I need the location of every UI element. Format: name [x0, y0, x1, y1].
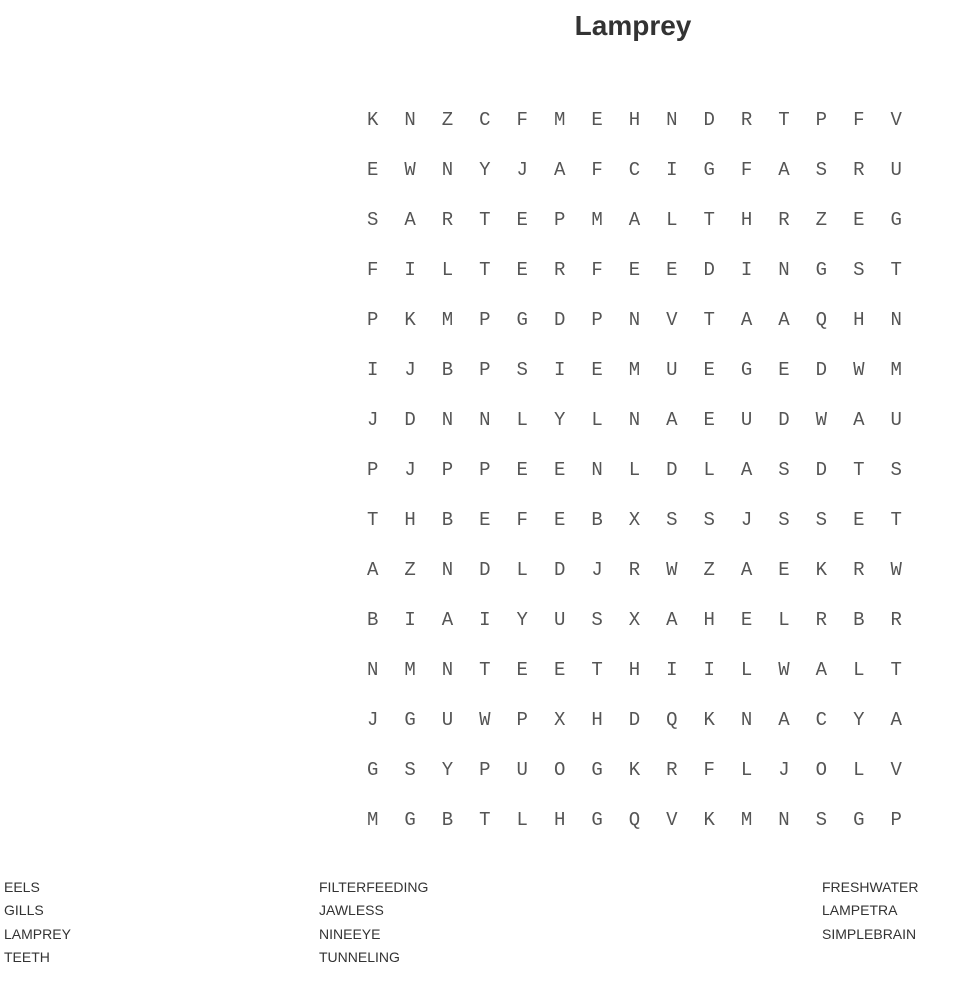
grid-cell: S — [815, 159, 828, 181]
grid-cell: G — [366, 759, 379, 781]
grid-cell: D — [815, 459, 828, 481]
grid-cell: E — [366, 159, 379, 181]
grid-cell: A — [404, 209, 416, 231]
grid-cell: S — [591, 609, 603, 631]
grid-cell: G — [516, 309, 528, 331]
grid-cell: D — [553, 559, 566, 581]
grid-cell: W — [853, 359, 865, 381]
grid-cell: E — [778, 559, 790, 581]
grid-cell: P — [366, 309, 379, 331]
grid-cell: F — [740, 159, 753, 181]
grid-cell: N — [628, 409, 641, 431]
grid-cell: A — [441, 609, 454, 631]
grid-cell: F — [366, 259, 379, 281]
grid-cell: F — [516, 509, 528, 531]
grid-cell: Z — [404, 559, 416, 581]
grid-cell: W — [815, 409, 828, 431]
grid-cell: L — [591, 409, 603, 431]
grid-cell: I — [404, 259, 416, 281]
grid-cell: V — [890, 759, 902, 781]
grid-cell: R — [853, 159, 865, 181]
grid-cell: M — [553, 109, 566, 131]
grid-cell: P — [479, 359, 491, 381]
grid-cell: D — [703, 259, 715, 281]
grid-cell: V — [666, 309, 678, 331]
grid-cell: P — [516, 709, 528, 731]
grid-cell: A — [778, 159, 790, 181]
grid-cell: D — [404, 409, 416, 431]
grid-cell: A — [628, 209, 641, 231]
grid-cell: A — [740, 559, 753, 581]
grid-cell: T — [703, 309, 715, 331]
grid-cell: B — [853, 609, 865, 631]
grid-cell: L — [740, 759, 753, 781]
grid-cell: N — [366, 659, 379, 681]
grid-cell: J — [404, 359, 416, 381]
grid-cell: E — [516, 459, 528, 481]
grid-cell: G — [703, 159, 715, 181]
grid-cell: N — [778, 259, 790, 281]
grid-cell: E — [853, 509, 865, 531]
grid-cell: D — [628, 709, 641, 731]
grid-cell: B — [441, 809, 454, 831]
word-column-1 — [4, 877, 71, 970]
grid-cell: X — [628, 509, 641, 531]
grid-cell: I — [740, 259, 753, 281]
grid-cell: I — [553, 359, 566, 381]
word-item: FILTERFEEDING — [319, 879, 429, 895]
grid-cell: B — [366, 609, 379, 631]
grid-cell: M — [404, 659, 416, 681]
grid-cell: J — [366, 709, 379, 731]
grid-cell: K — [628, 759, 641, 781]
grid-cell: X — [628, 609, 641, 631]
grid-cell: H — [591, 709, 603, 731]
grid-cell: A — [740, 309, 753, 331]
grid-cell: S — [703, 509, 715, 531]
grid-cell: L — [441, 259, 454, 281]
grid-cell: F — [591, 159, 603, 181]
grid-cell: T — [890, 259, 902, 281]
grid-cell: A — [366, 559, 379, 581]
grid-cell: T — [479, 209, 491, 231]
grid-cell: O — [815, 759, 828, 781]
grid-cell: H — [404, 509, 416, 531]
word-item: TEETH — [4, 948, 50, 965]
grid-cell: A — [778, 309, 790, 331]
grid-cell: U — [890, 409, 902, 431]
grid-cell: P — [479, 459, 491, 481]
grid-cell: S — [853, 259, 865, 281]
grid-cell: G — [404, 709, 416, 731]
grid-cell: M — [628, 359, 641, 381]
grid-cell: S — [366, 209, 379, 231]
grid-cell: P — [553, 209, 566, 231]
grid-cell: I — [703, 659, 715, 681]
grid-cell: T — [591, 659, 603, 681]
word-column-2 — [319, 877, 428, 970]
grid-cell: F — [853, 109, 865, 131]
grid-cell: R — [666, 759, 678, 781]
grid-cell: P — [479, 309, 491, 331]
grid-cell: R — [628, 559, 641, 581]
grid-cell: F — [516, 109, 528, 131]
grid-cell: G — [890, 209, 902, 231]
grid-cell: G — [853, 809, 865, 831]
grid-cell: Y — [516, 609, 528, 631]
grid-cell: K — [703, 809, 715, 831]
grid-cell: R — [441, 209, 454, 231]
grid-cell: L — [778, 609, 790, 631]
grid-cell: P — [441, 459, 454, 481]
grid-cell: B — [441, 359, 454, 381]
grid-cell: R — [890, 609, 902, 631]
grid-cell: E — [516, 659, 528, 681]
grid-cell: Q — [815, 309, 828, 331]
grid-cell: H — [628, 659, 641, 681]
grid-cell: E — [853, 209, 865, 231]
grid-cell: N — [890, 309, 902, 331]
grid-cell: X — [553, 709, 566, 731]
grid-cell: K — [703, 709, 715, 731]
grid-cell: W — [778, 659, 790, 681]
grid-cell: D — [553, 309, 566, 331]
word-item: NINEEYE — [319, 925, 381, 942]
grid-cell: U — [516, 759, 528, 781]
grid-cell: L — [516, 409, 528, 431]
grid-cell: Z — [815, 209, 828, 231]
grid-cell: K — [815, 559, 828, 581]
grid-cell: N — [666, 109, 678, 131]
grid-cell: S — [815, 809, 828, 831]
grid-cell: S — [666, 509, 678, 531]
grid-cell: N — [740, 709, 753, 731]
word-item: FRESHWATER — [822, 879, 919, 895]
grid-cell: T — [479, 659, 491, 681]
grid-cell: I — [666, 659, 678, 681]
word-item: GILLS — [4, 902, 44, 919]
grid-cell: D — [778, 409, 790, 431]
grid-cell: G — [404, 809, 416, 831]
grid-cell: A — [815, 659, 828, 681]
grid-cell: W — [890, 559, 902, 581]
grid-cell: Y — [553, 409, 566, 431]
grid-cell: N — [591, 459, 603, 481]
grid-cell: J — [366, 409, 379, 431]
grid-cell: Q — [666, 709, 678, 731]
grid-cell: S — [778, 459, 790, 481]
grid-cell: U — [890, 159, 902, 181]
grid-cell: N — [628, 309, 641, 331]
grid-cell: E — [591, 109, 603, 131]
grid-cell: G — [740, 359, 753, 381]
grid-cell: J — [516, 159, 528, 181]
grid-cell: L — [666, 209, 678, 231]
grid-cell: T — [890, 509, 902, 531]
grid-cell: A — [740, 459, 753, 481]
grid-cell: E — [553, 659, 566, 681]
grid-cell: O — [553, 759, 566, 781]
word-item: EELS — [4, 879, 40, 895]
grid-cell: E — [778, 359, 790, 381]
grid-cell: H — [853, 309, 865, 331]
grid-cell: L — [703, 459, 715, 481]
grid-cell: W — [479, 709, 491, 731]
grid-cell: A — [666, 609, 678, 631]
grid-cell: R — [853, 559, 865, 581]
grid-cell: E — [516, 259, 528, 281]
grid-cell: A — [853, 409, 865, 431]
grid-cell: E — [591, 359, 603, 381]
grid-cell: W — [404, 159, 416, 181]
grid-cell: D — [815, 359, 828, 381]
grid-cell: P — [591, 309, 603, 331]
grid-cell: U — [740, 409, 753, 431]
grid-cell: D — [703, 109, 715, 131]
grid-cell: L — [853, 659, 865, 681]
grid-cell: U — [666, 359, 678, 381]
grid-cell: S — [516, 359, 528, 381]
grid-cell: L — [628, 459, 641, 481]
puzzle-title: Lamprey — [574, 10, 692, 41]
grid-cell: G — [591, 759, 603, 781]
grid-cell: I — [479, 609, 491, 631]
grid-cell: E — [703, 359, 715, 381]
grid-cell: P — [890, 809, 902, 831]
grid-cell: D — [666, 459, 678, 481]
grid-cell: F — [591, 259, 603, 281]
grid-cell: V — [890, 109, 902, 131]
grid-cell: E — [479, 509, 491, 531]
grid-cell: Y — [441, 759, 454, 781]
grid-cell: I — [404, 609, 416, 631]
grid-cell: J — [591, 559, 603, 581]
grid-cell: S — [404, 759, 416, 781]
grid-cell: T — [366, 509, 379, 531]
grid-cell: K — [404, 309, 416, 331]
grid-cell: E — [740, 609, 753, 631]
grid-cell: C — [479, 109, 491, 131]
grid-cell: G — [591, 809, 603, 831]
grid-cell: B — [591, 509, 603, 531]
grid-cell: N — [778, 809, 790, 831]
grid-cell: N — [441, 659, 454, 681]
word-item: SIMPLEBRAIN — [822, 925, 917, 942]
grid-cell: A — [890, 709, 902, 731]
word-column-3 — [822, 877, 918, 947]
grid-cell: C — [628, 159, 641, 181]
word-bank — [0, 877, 976, 977]
word-item: TUNNELING — [319, 948, 400, 965]
grid-cell: Y — [853, 709, 865, 731]
grid-cell: N — [441, 159, 454, 181]
grid-cell: J — [404, 459, 416, 481]
grid-cell: B — [441, 509, 454, 531]
grid-cell: U — [441, 709, 454, 731]
word-item: JAWLESS — [319, 902, 384, 919]
grid-cell: H — [628, 109, 641, 131]
grid-cell: Z — [441, 109, 454, 131]
grid-cell: R — [815, 609, 828, 631]
grid-cell: E — [516, 209, 528, 231]
grid-cell: E — [553, 509, 566, 531]
grid-cell: L — [853, 759, 865, 781]
grid-cell: K — [366, 109, 379, 131]
grid-cell: U — [553, 609, 566, 631]
grid-cell: S — [778, 509, 790, 531]
grid-cell: I — [366, 359, 379, 381]
letter-grid — [354, 95, 916, 845]
grid-cell: M — [441, 309, 454, 331]
grid-cell: N — [441, 409, 454, 431]
grid-cell: T — [890, 659, 902, 681]
grid-cell: A — [553, 159, 566, 181]
grid-cell: D — [479, 559, 491, 581]
grid-cell: S — [890, 459, 902, 481]
grid-cell: N — [479, 409, 491, 431]
grid-cell: N — [441, 559, 454, 581]
grid-cell: Z — [703, 559, 715, 581]
word-item: LAMPETRA — [822, 902, 898, 919]
grid-cell: N — [404, 109, 416, 131]
grid-cell: L — [516, 559, 528, 581]
grid-cell: H — [553, 809, 566, 831]
grid-cell: W — [666, 559, 678, 581]
grid-cell: A — [666, 409, 678, 431]
grid-cell: H — [740, 209, 753, 231]
grid-cell: M — [890, 359, 902, 381]
grid-cell: J — [740, 509, 753, 531]
grid-cell: T — [853, 459, 865, 481]
grid-cell: H — [703, 609, 715, 631]
grid-cell: R — [553, 259, 566, 281]
grid-cell: E — [666, 259, 678, 281]
grid-cell: P — [479, 759, 491, 781]
grid-cell: E — [553, 459, 566, 481]
grid-cell: T — [479, 809, 491, 831]
grid-cell: V — [666, 809, 678, 831]
grid-cell: Q — [628, 809, 641, 831]
word-item: LAMPREY — [4, 925, 71, 942]
grid-cell: R — [778, 209, 790, 231]
grid-cell: T — [479, 259, 491, 281]
grid-cell: T — [778, 109, 790, 131]
grid-cell: J — [778, 759, 790, 781]
grid-cell: T — [703, 209, 715, 231]
grid-cell: Y — [479, 159, 491, 181]
grid-cell: G — [815, 259, 828, 281]
grid-cell: P — [815, 109, 828, 131]
grid-cell: M — [591, 209, 603, 231]
grid-cell: R — [740, 109, 753, 131]
grid-cell: P — [366, 459, 379, 481]
grid-cell: F — [703, 759, 715, 781]
grid-cell: E — [703, 409, 715, 431]
grid-cell: L — [740, 659, 753, 681]
grid-cell: M — [740, 809, 753, 831]
grid-cell: M — [366, 809, 379, 831]
grid-cell: C — [815, 709, 828, 731]
grid-cell: S — [815, 509, 828, 531]
grid-cell: E — [628, 259, 641, 281]
grid-cell: I — [666, 159, 678, 181]
grid-cell: L — [516, 809, 528, 831]
grid-cell: A — [778, 709, 790, 731]
